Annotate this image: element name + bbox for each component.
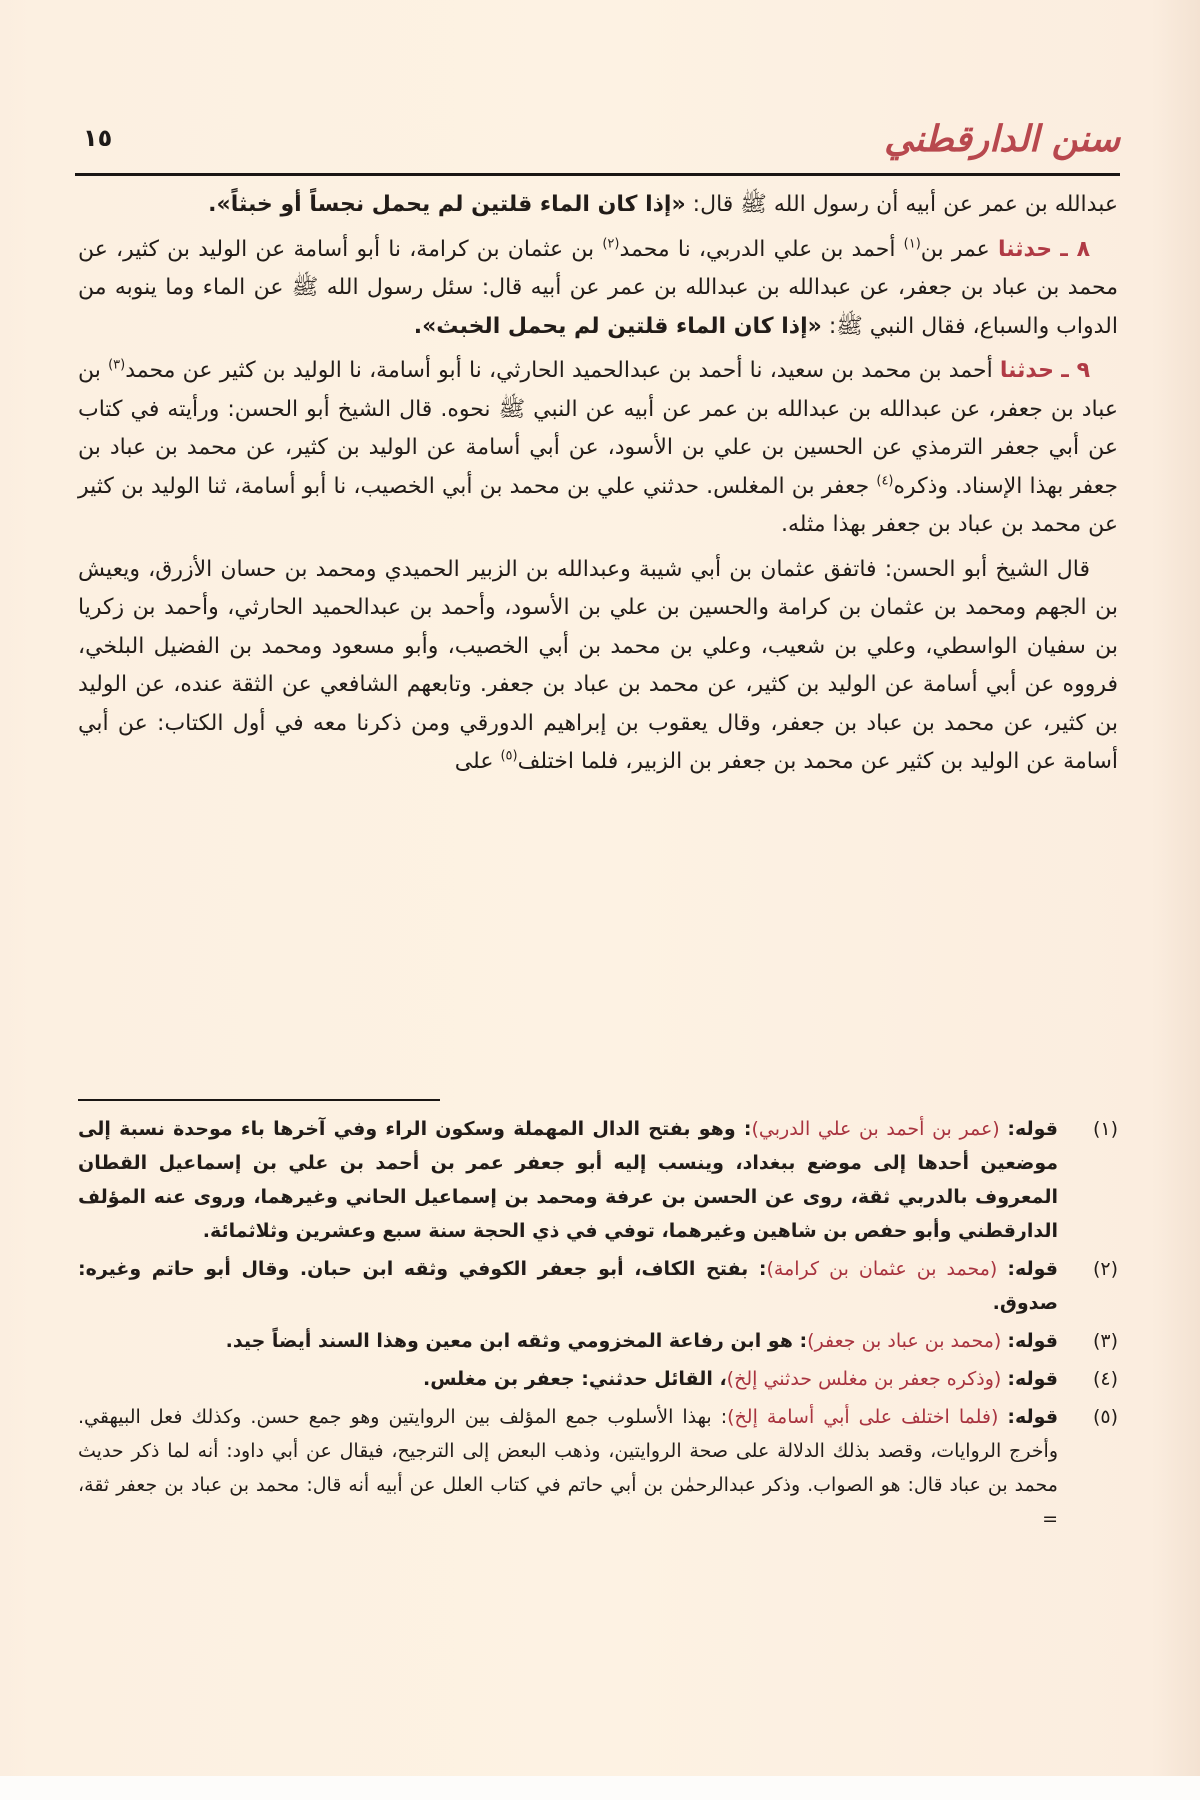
page-number: ١٥ <box>83 124 113 152</box>
footnote-number: (٤) <box>1092 1368 1118 1390</box>
footnote-text: : بهذا الأسلوب جمع المؤلف بين الروايتين وهو جمع حسن. وكذلك فعل البيهقي. وأخرج الروايات، وقصد بذلك الدلالة على صحة الروايتين، وذهب البعض إلى الترجيح، فيقال عن أبي داود: أنه لما ذكر حديث محمد بن عباد قال: هو الصواب. وذكر عبدالرحمٰن بن أبي حاتم في كتاب العلل عن أبيه أنه قال: محمد بن عباد بن جعفر ثقة، = <box>78 1406 1058 1530</box>
continuation-quote: «إذا كان الماء قلتين لم يحمل نجساً أو خبثاً». <box>208 192 686 217</box>
hadith-text: أحمد بن محمد بن سعيد، نا أحمد بن عبدالحميد الحارثي، نا أبو أسامة، نا الوليد بن كثير عن محمد <box>125 358 993 383</box>
commentary-text: على <box>454 749 494 774</box>
footnote-quote: (محمد بن عثمان بن كرامة) <box>766 1258 998 1280</box>
footnote-ref-4[interactable]: (٤) <box>876 473 894 489</box>
footnote-3 <box>78 1324 1118 1358</box>
page-header <box>75 112 1120 172</box>
hadith-text: بن عباد بن جعفر، عن عبدالله بن عبدالله بن عمر عن أبيه عن النبي ﷺ نحوه. قال الشيخ أبو الحسن: ورأيته في كتاب عن أبي جعفر الترمذي عن الحسين بن علي بن الأسود، عن أبي أسامة عن الوليد بن كثير، عن محمد بن عباد بن جعفر بهذا الإسناد. وذكره <box>78 358 1119 499</box>
hadith-text: بن عثمان بن كرامة، نا أبو أسامة عن الوليد بن كثير، عن محمد بن عباد بن جعفر، عن عبدالله بن عبدالله بن عمر عن أبيه قال: سئل رسول الله ﷺ عن الماء وما ينوبه من الدواب والسباع، فقال النبي ﷺ: <box>78 236 1118 339</box>
footnote-label: قوله: <box>1007 1258 1058 1280</box>
hadith-number: ٩ ـ <box>1061 358 1090 383</box>
hadith-quote: «إذا كان الماء قلتين لم يحمل الخبث». <box>413 313 822 339</box>
footnote-ref-5[interactable]: (٥) <box>500 748 518 764</box>
footnote-text: : بفتح الكاف، أبو جعفر الكوفي وثقه ابن حبان. وقال أبو حاتم وغيره: صدوق. <box>78 1258 1058 1314</box>
hadith-9 <box>78 352 1118 545</box>
footnote-text: : هو ابن رفاعة المخزومي وثقه ابن معين وهذا السند أيضاً جيد. <box>225 1330 808 1352</box>
footnote-label: قوله: <box>1007 1330 1058 1352</box>
footnote-label: قوله: <box>1007 1368 1058 1390</box>
footnote-quote: (فلما اختلف على أبي أسامة إلخ) <box>727 1406 999 1428</box>
header-rule <box>75 173 1120 176</box>
footnote-ref-3[interactable]: (٣) <box>108 357 126 373</box>
footnote-label: قوله: <box>1007 1406 1059 1428</box>
hadith-text: جعفر بن المغلس. حدثني علي بن محمد بن أبي الخصيب، نا أبو أسامة، ثنا الوليد بن كثير عن محمد بن عباد بن جعفر بهذا مثله. <box>78 473 1118 537</box>
footnote-number: (٢) <box>1092 1258 1118 1280</box>
footnote-quote: (وذكره جعفر بن مغلس حدثني إلخ) <box>726 1368 1002 1390</box>
hadith-text: عمر بن <box>920 236 990 262</box>
hadith-8 <box>78 231 1118 347</box>
continuation-paragraph <box>78 186 1118 225</box>
hadith-number: ٨ ـ <box>1060 236 1091 262</box>
footnote-5 <box>78 1400 1118 1536</box>
book-title: سنن الدارقطني <box>884 118 1120 160</box>
footnote-2 <box>78 1252 1118 1320</box>
main-text <box>78 186 1118 788</box>
footnote-quote: (عمر بن أحمد بن علي الدربي) <box>751 1118 1000 1140</box>
footnote-text: : وهو بفتح الدال المهملة وسكون الراء وفي آخرها باء موحدة نسبة إلى موضعين أحدها إلى موضع ببغداد، وينسب إليه أبو جعفر عمر بن أحمد بن علي بن إسماعيل القطان المعروف بالدربي ثقة، روى عن الحسن بن عرفة ومحمد بن إسماعيل الحاني وغيرهما، وروى عنه المؤلف الدارقطني وأبو حفص بن شاهين وغيرهما، توفي في ذي الحجة سنة سبع وعشرين وثلاثمائة. <box>78 1118 1058 1242</box>
footnote-number: (٥) <box>1092 1406 1118 1428</box>
footnote-number: (١) <box>1092 1118 1118 1140</box>
commentary-text: قال الشيخ أبو الحسن: فاتفق عثمان بن أبي شيبة وعبدالله بن الزبير الحميدي ومحمد بن حسان الأزرق، ويعيش بن الجهم ومحمد بن عثمان بن كرامة والحسين بن علي بن الأسود، وأحمد بن عبدالحميد الحارثي، وأحمد بن زكريا بن سفيان الواسطي، وعلي بن شعيب، وعلي بن محمد بن أبي الخصيب، وأبو مسعود ومحمد بن الفضيل البلخي، فرووه عن أبي أسامة عن الوليد بن كثير، عن محمد بن عباد بن جعفر. وتابعهم الشافعي عن الثقة عنده، عن الوليد بن كثير، عن محمد بن عباد بن جعفر، وقال يعقوب بن إبراهيم الدورقي ومن ذكرنا معه في أول الكتاب: عن أبي أسامة عن الوليد بن كثير عن محمد بن جعفر بن الزبير، فلما اختلف <box>78 556 1118 774</box>
hadith-lead: حدثنا <box>999 358 1054 383</box>
footnote-1 <box>78 1112 1118 1248</box>
footnote-ref-2[interactable]: (٢) <box>602 236 620 252</box>
footnote-number: (٣) <box>1092 1330 1118 1352</box>
footnote-ref-1[interactable]: (١) <box>903 236 921 252</box>
footnote-text: ، القائل حدثني: جعفر بن مغلس. <box>422 1368 727 1390</box>
hadith-lead: حدثنا <box>997 236 1053 262</box>
footnote-4 <box>78 1362 1118 1396</box>
footnote-label: قوله: <box>1007 1118 1058 1140</box>
footnotes <box>78 1112 1118 1540</box>
commentary-paragraph <box>78 551 1118 782</box>
footnote-rule <box>78 1099 440 1101</box>
footnote-quote: (محمد بن عباد بن جعفر) <box>807 1330 1002 1352</box>
continuation-text: عبدالله بن عمر عن أبيه أن رسول الله ﷺ قال: <box>685 192 1118 217</box>
hadith-text: أحمد بن علي الدربي، نا محمد <box>619 236 896 262</box>
